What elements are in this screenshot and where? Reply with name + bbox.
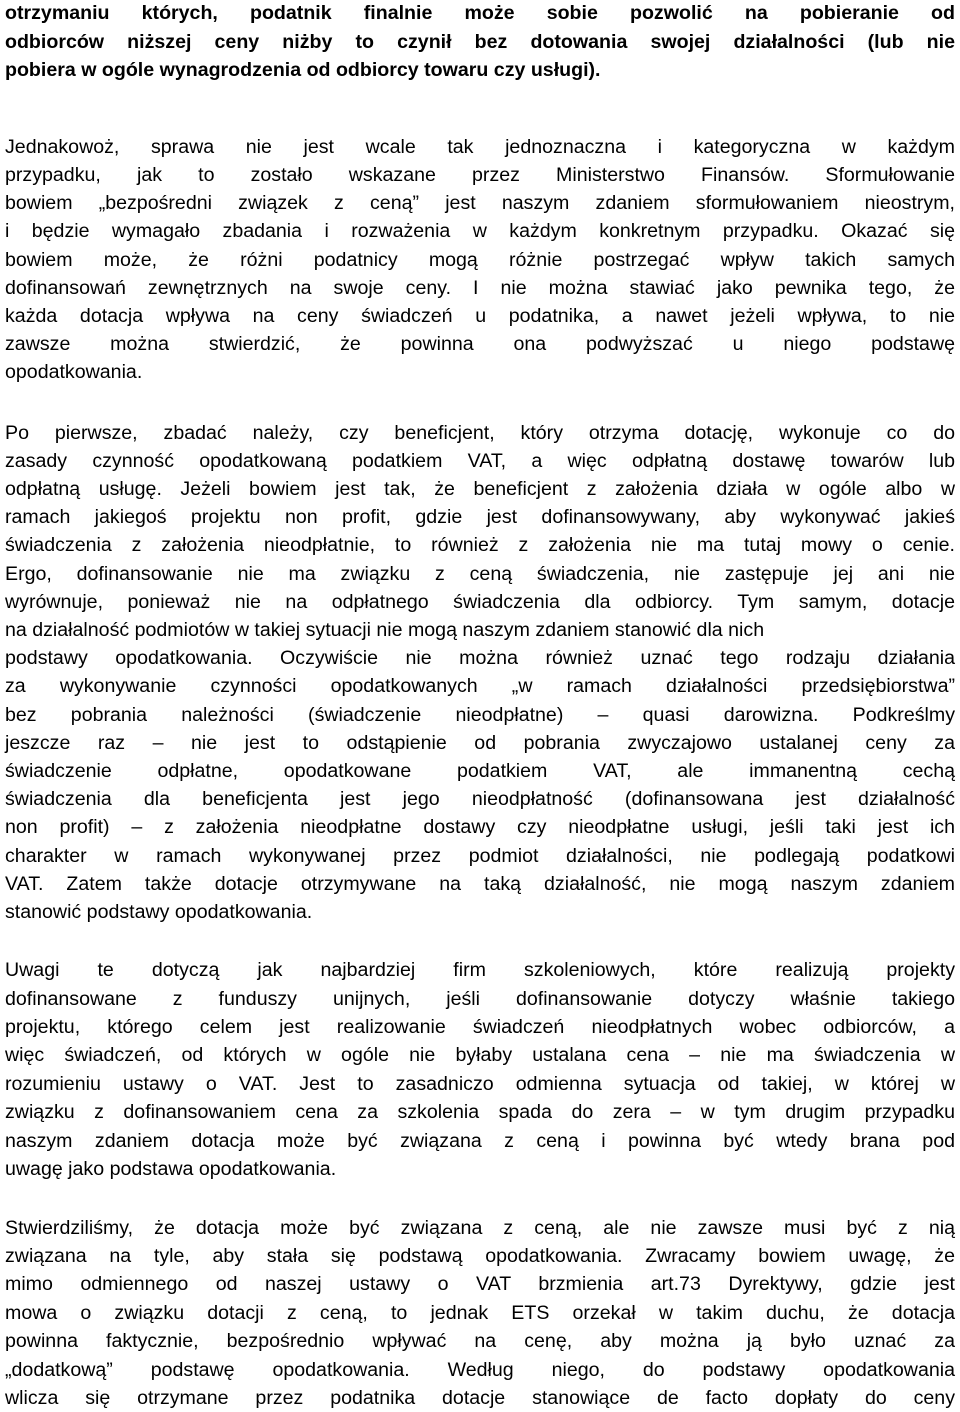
text-line: otrzymaniu których, podatnik finalnie może sobie pozwolić na pobieranie od (5, 2, 955, 24)
text-line: naszym zdaniem dotacja może być związana z ceną i powinna być wtedy brana pod (5, 1129, 955, 1152)
text-line: za wykonywanie czynności opodatkowanych „w ramach działalności przedsiębiorstwa” (5, 675, 955, 698)
text-line: dofinansowań zewnętrznych na swoje ceny. I nie można stawiać jako pewnika tego, że (5, 276, 955, 299)
text-line: mowa o związku dotacji z ceną, to jednak ETS orzekał w takim duchu, że dotacja (5, 1301, 955, 1324)
text-line: jeszcze raz – nie jest to odstąpienie od pobrania zwyczajowo ustalanej ceny za (5, 731, 955, 754)
text-line: bowiem może, że różni podatnicy mogą różnie postrzegać wpływ takich samych (5, 248, 955, 271)
paragraph-3 (5, 419, 955, 927)
text-line: świadczenia z założenia nieodpłatnie, to również z założenia nie ma tutaj mowy o cenie. (5, 534, 955, 557)
text-line: na działalność podmiotów w takiej sytuacji nie mogą naszym zdaniem stanowić dla nich (5, 619, 765, 642)
text-line: dofinansowane z funduszy unijnych, jeśli dofinansowanie dotyczy właśnie takiego (5, 987, 955, 1010)
paragraph-5 (5, 1214, 955, 1412)
text-line: i będzie wymagało zbadania i rozważenia w każdym konkretnym przypadku. Okazać się (5, 220, 955, 243)
text-line: związku z dofinansowaniem cena za szkolenia spada do zera – w tym drugim przypadku (5, 1101, 955, 1124)
text-line: bez pobrania należności (świadczenie nieodpłatne) – quasi darowizna. Podkreślmy (5, 703, 955, 726)
text-line: projektu, którego celem jest realizowanie świadczeń nieodpłatnych wobec odbiorców, a (5, 1016, 955, 1039)
text-line: Stwierdziliśmy, że dotacja może być związana z ceną, ale nie zawsze musi być z nią (5, 1216, 955, 1239)
text-line: Po pierwsze, zbadać należy, czy beneficjent, który otrzyma dotację, wykonuje co do (5, 421, 955, 444)
text-line: podstawy opodatkowania. Oczywiście nie można również uznać tego rodzaju działania (5, 647, 955, 670)
text-line: świadczenia dla beneficjenta jest jego nieodpłatność (dofinansowana jest działalność (5, 788, 955, 811)
text-line: więc świadczeń, od których w ogóle nie byłaby ustalana cena – nie ma świadczenia w (5, 1044, 955, 1067)
text-line: rozumieniu ustawy o VAT. Jest to zasadniczo odmienna sytuacja od takiej, w której w (5, 1072, 955, 1095)
document-page (5, 0, 955, 1412)
text-line: mimo odmiennego od naszej ustawy o VAT brzmienia art.73 Dyrektywy, gdzie jest (5, 1273, 955, 1296)
text-line: zawsze można stwierdzić, że powinna ona podwyższać u niego podstawę (5, 333, 955, 356)
text-line: Ergo, dofinansowanie nie ma związku z ceną świadczenia, nie zastępuje jej ani nie (5, 562, 955, 585)
text-line: stanowić podstawy opodatkowania. (5, 901, 313, 924)
text-line: Uwagi te dotyczą jak najbardziej firm szkoleniowych, które realizują projekty (5, 959, 955, 982)
text-line: ramach jakiegoś projektu non profit, gdzie jest dofinansowywany, aby wykonywać jakieś (5, 506, 955, 529)
text-line: charakter w ramach wykonywanej przez podmiot działalności, nie podlegają podatkowi (5, 844, 955, 867)
text-line: wyrównuje, ponieważ nie na odpłatnego świadczenia dla odbiorcy. Tym samym, dotacje (5, 590, 955, 613)
text-line: wlicza się otrzymane przez podatnika dotacje stanowiące de facto dopłaty do ceny (5, 1386, 955, 1409)
text-line: Jednakowoż, sprawa nie jest wcale tak jednoznaczna i kategoryczna w każdym (5, 135, 955, 158)
text-line: non profit) – z założenia nieodpłatne dostawy czy nieodpłatne usługi, jeśli taki jest ich (5, 816, 955, 839)
text-line: odpłatną usługę. Jeżeli bowiem jest tak, że beneficjent z założenia działa w ogóle albo w (5, 478, 955, 501)
text-line: każda dotacja wpływa na ceny świadczeń u podatnika, a nawet jeżeli wpływa, to nie (5, 305, 955, 327)
text-line: przypadku, jak to zostało wskazane przez Ministerstwo Finansów. Sformułowanie (5, 163, 955, 186)
text-line: odbiorców niższej ceny niżby to czynił bez dotowania swojej działalności (lub nie (5, 30, 955, 53)
text-line: powinna faktycznie, bezpośrednio wpływać na cenę, aby można ją było uznać za (5, 1330, 955, 1353)
text-line: uwagę jako podstawa opodatkowania. (5, 1158, 337, 1181)
paragraph-1 (5, 0, 955, 85)
text-line: związana na tyle, aby stała się podstawą opodatkowania. Zwracamy bowiem uwagę, że (5, 1244, 955, 1267)
text-line: „dodatkową” podstawę opodatkowania. Według niego, do podstawy opodatkowania (5, 1358, 955, 1381)
paragraph-4 (5, 956, 955, 1183)
text-line: zasady czynność opodatkowaną podatkiem VAT, a więc odpłatną dostawę towarów lub (5, 449, 955, 472)
text-line: świadczenie odpłatne, opodatkowane podatkiem VAT, ale immanentną cechą (5, 760, 955, 783)
text-line: pobiera w ogóle wynagrodzenia od odbiorcy towaru czy usługi). (5, 59, 601, 82)
paragraph-2 (5, 133, 955, 387)
text-line: bowiem „bezpośredni związek z ceną” jest naszym zdaniem sformułowaniem nieostrym, (5, 192, 955, 215)
text-line: opodatkowania. (5, 361, 143, 384)
text-line: VAT. Zatem także dotacje otrzymywane na taką działalność, nie mogą naszym zdaniem (5, 872, 955, 895)
